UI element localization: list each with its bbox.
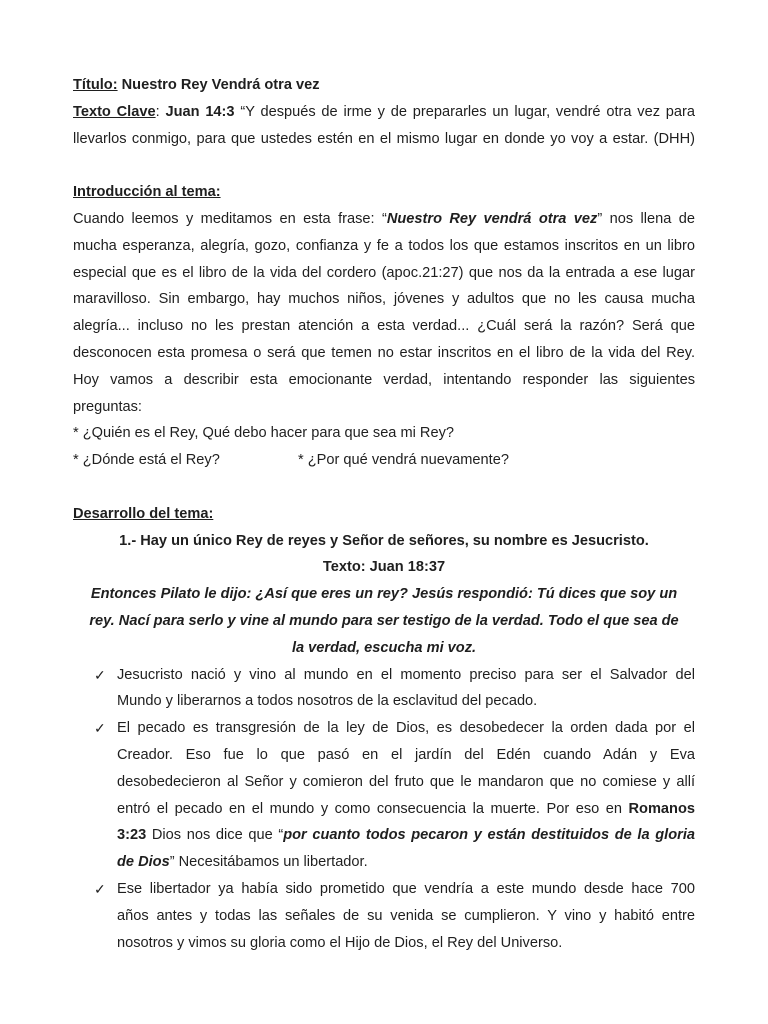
- checkmark-icon: ✓: [94, 880, 106, 897]
- intro-line-4: maravilloso. Sin embargo, hay muchos niños, jóvenes y adultos que no les causa mucha: [73, 291, 695, 308]
- introduction-heading: Introducción al tema:: [73, 184, 221, 201]
- title-text: Nuestro Rey Vendrá otra vez: [117, 77, 320, 93]
- intro-line-1: Cuando leemos y meditamos en esta frase: “Nuestro Rey vendrá otra vez” nos llena de: [73, 210, 695, 227]
- question-3: * ¿Por qué vendrá nuevamente?: [298, 452, 509, 469]
- scripture-reference: Texto: Juan 18:37: [322, 559, 446, 576]
- development-heading: Desarrollo del tema:: [73, 505, 214, 522]
- verse-line-3: la verdad, escucha mi voz.: [291, 639, 477, 656]
- title-line: [73, 72, 695, 99]
- question-2: * ¿Dónde está el Rey?: [73, 452, 220, 469]
- key-text-line-2: llevarlos conmigo, para que ustedes estén en el mismo lugar en donde yo voy a estar. (DHH): [73, 130, 695, 147]
- intro-line-6: desconocen esta promesa o será que temen no estar inscritos en el libro de la vida del Rey.: [73, 344, 695, 361]
- verse-line-2: rey. Nací para serlo y vine al mundo para ser testigo de la verdad. Todo el que sea de: [89, 612, 679, 629]
- intro-line-7: Hoy vamos a describir esta emocionante verdad, intentando responder las siguientes: [73, 371, 695, 388]
- intro-highlight-phrase: Nuestro Rey vendrá otra vez: [386, 210, 598, 227]
- bullet-item-3: ✓ Ese libertador ya había sido prometido que vendría a este mundo desde hace 700 años antes y todas las señales de su venida se cumplieron. Y vino y habitó entre nosotros y vimos su gloria como el Hijo de Dios, el Rey del Universo.: [73, 876, 695, 956]
- checkmark-icon: ✓: [94, 720, 106, 737]
- intro-line-8: preguntas:: [73, 398, 142, 415]
- verse-line-1: Entonces Pilato le dijo: ¿Así que eres un rey? Jesús respondió: Tú dices que soy un: [90, 586, 678, 603]
- intro-line-3: especial que es el libro de la vida del cordero (apoc.21:27) que nos da la entrada a ese lugar: [73, 264, 695, 281]
- key-text-line-1: Texto Clave: Juan 14:3 “Y después de irme y de prepararles un lugar, vendré otra vez para: [73, 103, 696, 120]
- question-1: * ¿Quién es el Rey, Qué debo hacer para que sea mi Rey?: [73, 425, 454, 442]
- bullet-item-1: ✓ Jesucristo nació y vino al mundo en el momento preciso para ser el Salvador del Mundo y liberarnos a todos nosotros de la esclavitud del pecado.: [73, 662, 695, 716]
- question-row-2: [73, 447, 695, 474]
- key-text-reference: Juan 14:3: [165, 103, 235, 120]
- checkmark-icon: ✓: [94, 666, 106, 683]
- key-text-label: Texto Clave: [73, 103, 156, 120]
- intro-line-5: alegría... incluso no les prestan atención a esta verdad... ¿Cuál será la razón? Será que: [73, 318, 695, 335]
- title-label: Título:: [73, 77, 118, 93]
- point-1-heading: 1.- Hay un único Rey de reyes y Señor de señores, su nombre es Jesucristo.: [119, 532, 649, 549]
- bullet-item-2: ✓ El pecado es transgresión de la ley de Dios, es desobedecer la orden dada por el Creador. Eso fue lo que pasó en el jardín del Edén cuando Adán y Eva desobedecieron al Señor y comieron del fruto que le mandaron que no comiese y allí entró el pecado en el mundo y como consecuencia la muerte. Por eso en Romanos 3:23 Dios nos dice que “por cuanto todos pecaron y están destituidos de la gloria de Dios” Necesitábamos un libertador.: [73, 715, 695, 876]
- intro-line-2: mucha esperanza, alegría, gozo, confianza y fe a todos los que estamos inscritos en un libro: [73, 237, 695, 254]
